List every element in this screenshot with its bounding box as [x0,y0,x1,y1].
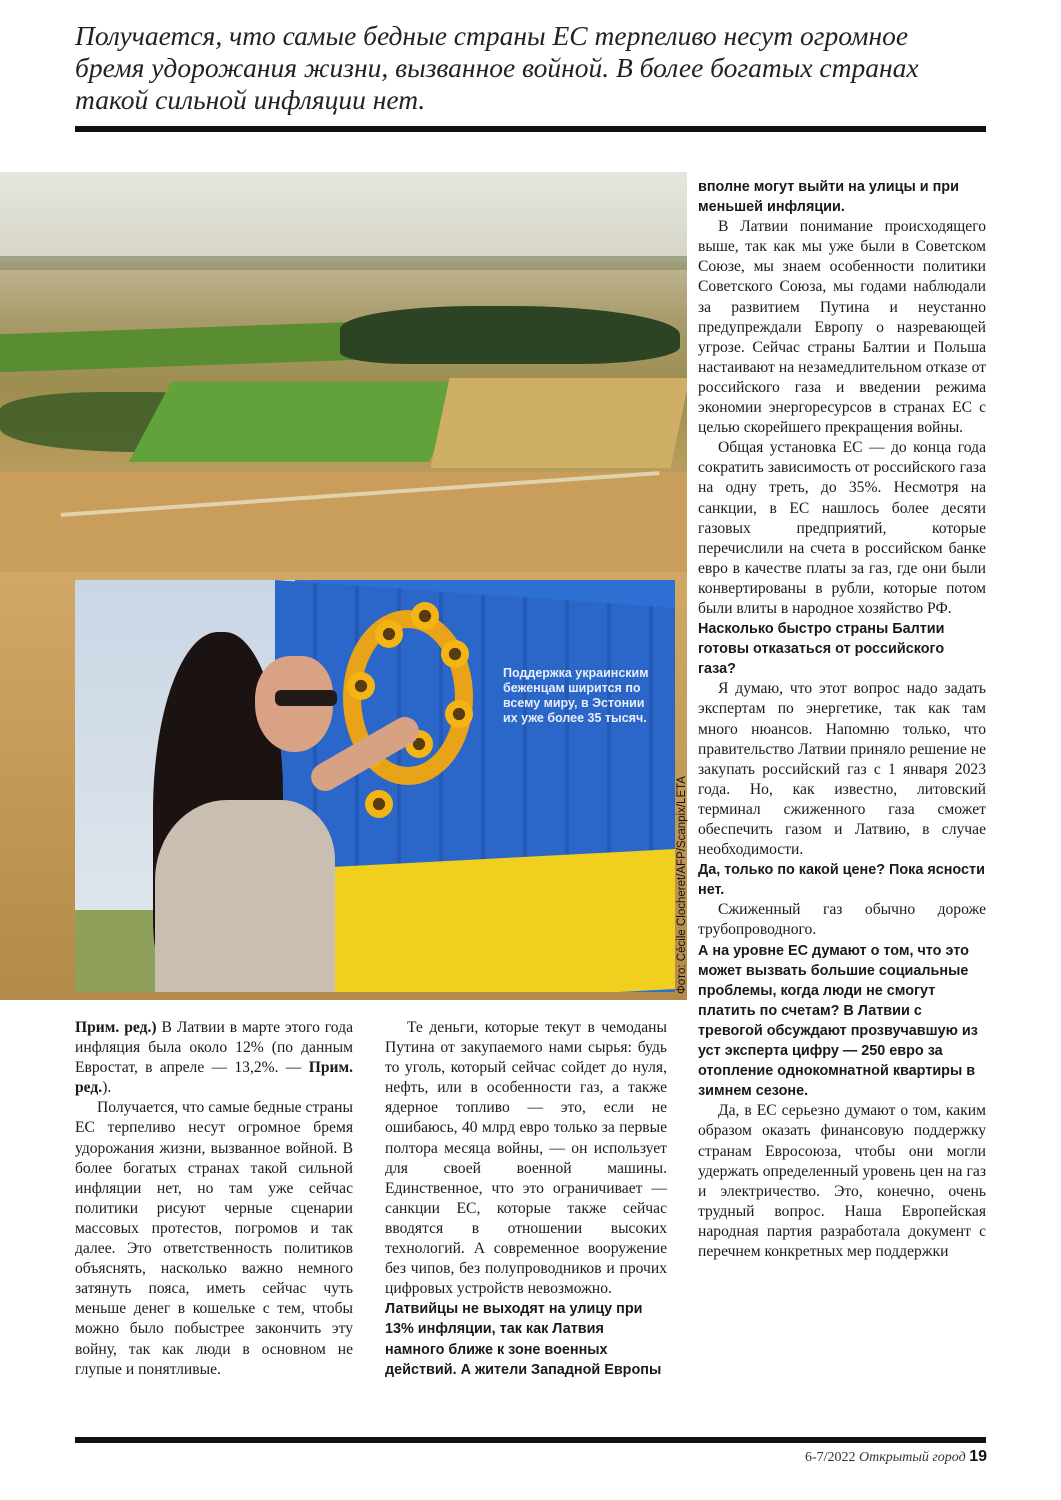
column-right [698,177,986,1262]
paragraph: Я думаю, что этот вопрос надо задать экспертам по энергетике, так как там много нюансов. Напомню только, что правительство Латвии приняло решение не закупать российский газ с 1 января 2023 года. Но, как известно, литовский терминал сжиженного газа сможет обеспечить газом и Латвию, в случае необходимости. [698,680,986,859]
pull-quote: Получается, что самые бедные страны ЕС терпеливо несут огромное бремя удорожания жизни, вызванное войной. В более богатых странах такой сильной инфляции нет. [75,20,919,115]
interview-question: вполне могут выйти на улицы и при меньшей инфляции. [698,179,959,216]
interview-question: Насколько быстро страны Балтии готовы отказаться от российского газа? [698,621,945,678]
column-left [75,1018,353,1380]
editor-note-end: Прим. ред. [75,1059,353,1097]
page-number: 19 [969,1448,987,1465]
editor-note-start: Прим. ред.) [75,1019,157,1036]
page-footer [805,1448,987,1466]
interview-question: А на уровне ЕС думают о том, что это может вызвать большие социальные проблемы, когда люди не смогут платить по счетам? В Латвии с тревогой обсуждают прозвучавшую из уст эксперта цифру — 250 евро за отопление однокомнатной квартиры в зимнем сезоне. [698,942,978,1100]
interview-question: Да, только по какой цене? Пока ясности нет. [698,862,985,899]
paragraph: Прим. ред.) В Латвии в марте этого года инфляция была около 12% (по данным Евростат, в апреле — 13,2%. — Прим. ред.). [75,1019,353,1097]
paragraph: Да, в ЕС серьезно думают о том, каким образом оказать финансовую поддержку странам Евросоюза, чтобы они могли удержать определенный уровень цен на газ и электричество. Это, конечно, очень трудный вопрос. Наша Европейская народная партия разработала документ с перечнем конкретных мер поддержки [698,1102,986,1260]
paragraph: Сжиженный газ обычно дороже трубопроводного. [698,901,986,939]
photo-caption: Поддержка украинским беженцам ширится по всему миру, в Эстонии их уже более 35 тысяч. [503,666,649,725]
photo-credit: Фото: Cécile Clocheret/AFP/Scanpix/LETA [676,776,688,994]
paragraph: Общая установка ЕС — до конца года сократить зависимость от российского газа на одну треть, до 35%. Несмотря на санкции, в ЕС нашлось более десяти газовых предприятий, которые перечислили на счета в российском банке евро в качестве платы за газ, где они были конвертированы в рубли, которые потом были влиты в народное хозяйство РФ. [698,439,986,617]
photo-sunflower-mural [75,580,675,992]
paragraph: В Латвии понимание происходящего выше, так как мы уже были в Советском Союзе, мы знаем особенности политики Советского Союза, мы годами наблюдали за развитием Путина и неустанно предупреждали Европу о назревающей угрозе. Сейчас страны Балтии и Польша настаивают на незамедлительном отказе от российского газа и введении режима экономии энергоресурсов в странах ЕС с целью скорейшего прекращения войны. [698,218,986,437]
interview-question: Латвийцы не выходят на улицу при 13% инфляции, так как Латвия намного ближе к зоне военных действий. А жители Западной Европы [385,1301,662,1378]
column-middle [385,1018,667,1380]
bottom-rule [75,1437,986,1443]
paragraph: Получается, что самые бедные страны ЕС терпеливо несут огромное бремя удорожания жизни, вызванное войной. В более богатых странах такой сильной инфляции нет, но там уже сейчас политики рисуют черные сценарии массовых протестов, погромов и так далее. Это ответственность политиков объяснять, насколько важно немного затянуть пояса, иметь сейчас чуть меньше денег в кошельке с тем, чтобы можно было побыстрее закончить эту войну, так как люди в основном не глупые и понятливые. [75,1099,353,1378]
issue-number: 6-7/2022 [804,1450,856,1465]
magazine-name: Открытый город [859,1450,966,1465]
top-rule [75,126,986,132]
paragraph: Те деньги, которые текут в чемоданы Путина от закупаемого нами сырья: будь то уголь, который сейчас сойдет до нуля, нефть, или в особенности газ, а также ядерное топливо — это, если не ошибаюсь, 40 млрд евро только за первые полтора месяца войны, — он использует для своей военной машины. Единственное, что это ограничивает — санкции ЕС, которые также сейчас вводятся в отношении высоких технологий. А современное вооружение без чипов, без полупроводников и прочих цифровых устройств невозможно. [385,1019,667,1298]
